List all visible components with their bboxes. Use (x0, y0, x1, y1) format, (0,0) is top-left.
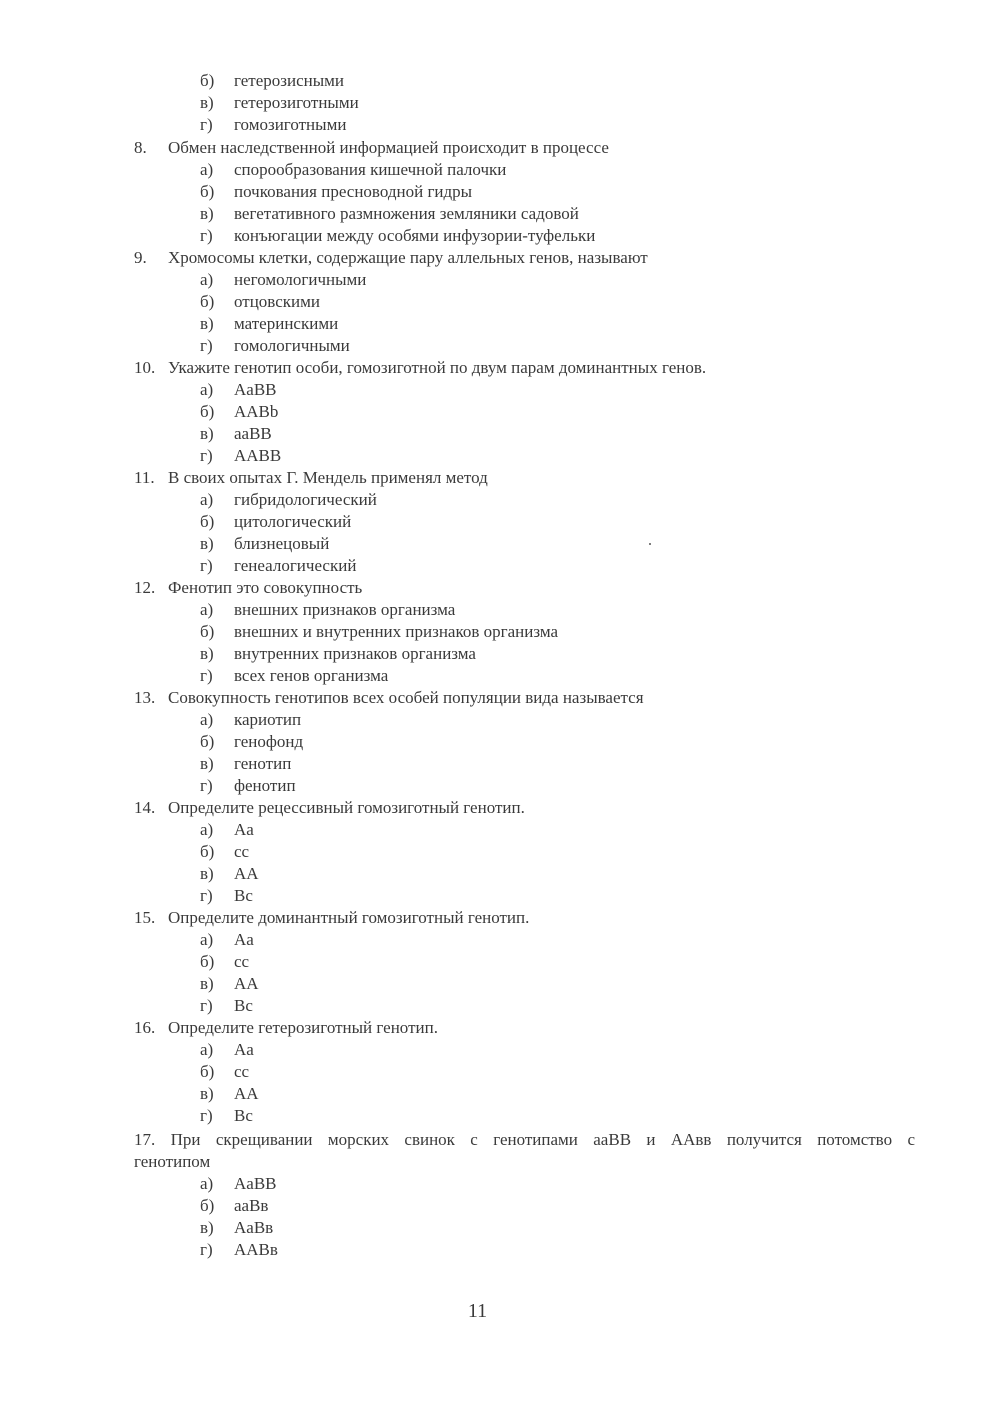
option-letter: а) (200, 710, 214, 729)
option-text: AA (234, 974, 259, 993)
option-text: Aa (234, 930, 254, 949)
option-letter: в) (200, 424, 214, 443)
option-letter: б) (200, 182, 215, 201)
question-text: Определите доминантный гомозиготный генотип. (168, 908, 530, 927)
option-text: aaBB (234, 424, 272, 443)
option-text: конъюгации между особями инфузории-туфельки (234, 226, 596, 245)
option-letter: а) (200, 1040, 214, 1059)
option-letter: в) (200, 644, 214, 663)
option-letter: б) (200, 622, 215, 641)
option-text: вегетативного размножения земляники садовой (234, 204, 579, 223)
option-text: гетерозиготными (234, 93, 359, 112)
option-letter: г) (200, 556, 213, 575)
option-text: всех генов организма (234, 666, 389, 685)
option-letter: б) (200, 512, 215, 531)
option-text: Bc (234, 996, 253, 1015)
option-letter: г) (200, 1240, 213, 1259)
option-letter: в) (200, 534, 214, 553)
option-text: cc (234, 842, 250, 861)
option-text: генотип (234, 754, 292, 773)
question-number: 9. (134, 248, 147, 267)
option-text: aaBв (234, 1196, 269, 1215)
option-text: Aa (234, 1040, 254, 1059)
option-text: кариотип (234, 710, 302, 729)
option-letter: б) (200, 1062, 215, 1081)
option-text: AABв (234, 1240, 278, 1259)
question-17-text-line2: генотипом (134, 1152, 211, 1171)
question-number: 15. (134, 908, 156, 927)
option-letter: б) (200, 732, 215, 751)
option-text: спорообразования кишечной палочки (234, 160, 507, 179)
option-letter: б) (200, 952, 215, 971)
option-letter: а) (200, 380, 214, 399)
option-letter: а) (200, 600, 214, 619)
question-number: 10. (134, 358, 156, 377)
option-letter: г) (200, 1106, 213, 1125)
option-letter: г) (200, 886, 213, 905)
option-letter: г) (200, 446, 213, 465)
option-text: AABb (234, 402, 279, 421)
option-text: AaBв (234, 1218, 274, 1237)
option-letter: а) (200, 160, 214, 179)
option-text: внутренних признаков организма (234, 644, 476, 663)
question-text: Определите рецессивный гомозиготный генотип. (168, 798, 525, 817)
option-text: цитологический (234, 512, 352, 531)
option-text: фенотип (234, 776, 296, 795)
option-text: отцовскими (234, 292, 320, 311)
option-letter: в) (200, 754, 214, 773)
question-number: 12. (134, 578, 156, 597)
option-text: генеалогический (234, 556, 357, 575)
option-letter: г) (200, 996, 213, 1015)
option-letter: а) (200, 270, 214, 289)
option-text: Bc (234, 1106, 253, 1125)
option-text: AaBB (234, 1174, 277, 1193)
option-text: AA (234, 864, 259, 883)
option-text: гомозиготными (234, 115, 347, 134)
option-text: гибридологический (234, 490, 377, 509)
option-letter: а) (200, 1174, 214, 1193)
question-text: Укажите генотип особи, гомозиготной по двум парам доминантных генов. (168, 358, 707, 377)
option-letter: в) (200, 974, 214, 993)
question-number: 8. (134, 138, 147, 157)
option-letter: г) (200, 226, 213, 245)
option-text: Aa (234, 820, 254, 839)
option-text: AA (234, 1084, 259, 1103)
option-letter: а) (200, 930, 214, 949)
question-text: Обмен наследственной информацией происходит в процессе (168, 138, 609, 157)
option-text: гетерозисными (234, 71, 345, 90)
option-text: близнецовый (234, 534, 330, 553)
option-text: гомологичными (234, 336, 350, 355)
option-text: Bc (234, 886, 253, 905)
option-text: почкования пресноводной гидры (234, 182, 473, 201)
option-letter: б) (200, 292, 215, 311)
option-letter: в) (200, 204, 214, 223)
option-letter: г) (200, 776, 213, 795)
option-text: внешних признаков организма (234, 600, 456, 619)
option-letter: в) (200, 864, 214, 883)
question-number: 13. (134, 688, 156, 707)
question-text: В своих опытах Г. Мендель применял метод (168, 468, 488, 487)
option-letter: г) (200, 666, 213, 685)
question-number: 16. (134, 1018, 156, 1037)
question-text: Совокупность генотипов всех особей популяции вида называется (168, 688, 644, 707)
option-text: материнскими (234, 314, 339, 333)
question-number: 11. (134, 468, 155, 487)
option-letter: а) (200, 490, 214, 509)
option-letter: б) (200, 842, 215, 861)
page-number: 11 (467, 1300, 488, 1322)
option-letter: в) (200, 1218, 214, 1237)
speck-mark (649, 543, 651, 545)
option-letter: в) (200, 314, 214, 333)
option-text: cc (234, 952, 250, 971)
question-17-text-line1: 17. При скрещивании морских свинок с генотипами ааВВ и ААвв получится потомство с (134, 1130, 915, 1149)
question-text: Хромосомы клетки, содержащие пару аллельных генов, называют (168, 248, 648, 267)
option-text: cc (234, 1062, 250, 1081)
option-letter: а) (200, 820, 214, 839)
question-number: 14. (134, 798, 156, 817)
option-text: AaBB (234, 380, 277, 399)
option-letter: в) (200, 1084, 214, 1103)
option-letter: б) (200, 71, 215, 90)
option-text: негомологичными (234, 270, 367, 289)
option-letter: б) (200, 1196, 215, 1215)
option-text: генофонд (234, 732, 304, 751)
option-letter: б) (200, 402, 215, 421)
question-text: Фенотип это совокупность (168, 578, 363, 597)
option-text: внешних и внутренних признаков организма (234, 622, 559, 641)
option-letter: г) (200, 115, 213, 134)
option-letter: г) (200, 336, 213, 355)
option-text: AABB (234, 446, 282, 465)
option-letter: в) (200, 93, 214, 112)
question-text: Определите гетерозиготный генотип. (168, 1018, 438, 1037)
